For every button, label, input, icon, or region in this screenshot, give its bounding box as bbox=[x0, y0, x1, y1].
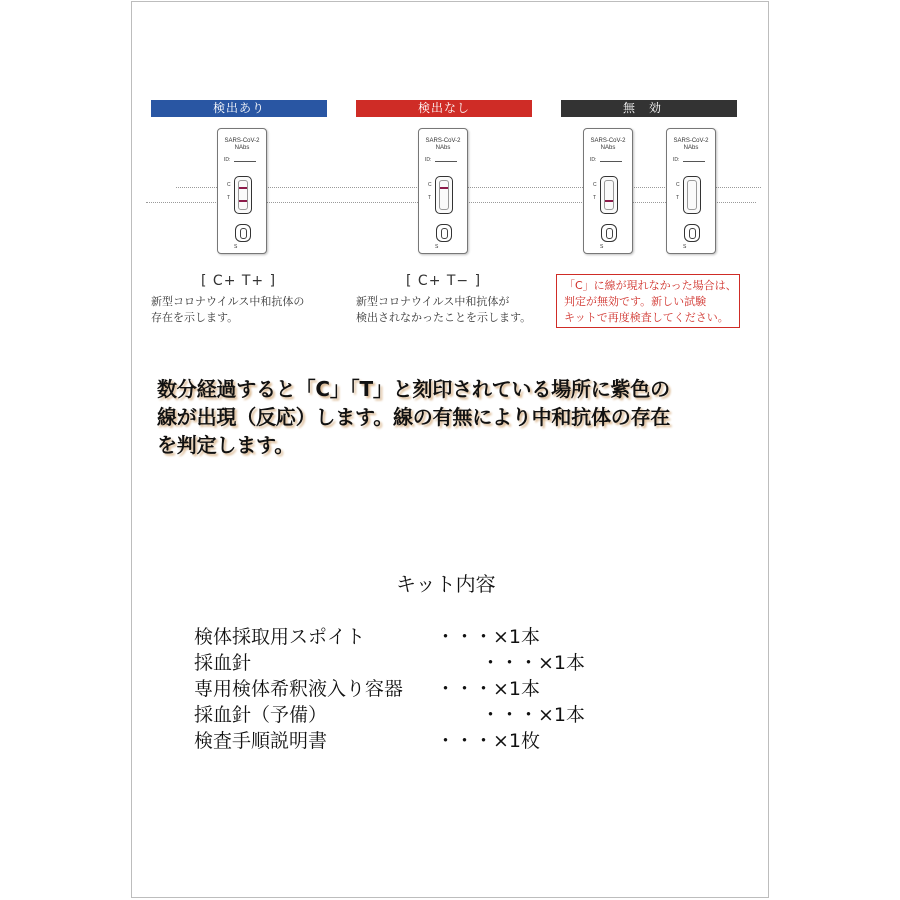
result-code-negative: [ C+ T− ] bbox=[406, 273, 482, 289]
test-band bbox=[239, 200, 247, 202]
result-desc-negative: 新型コロナウイルス中和抗体が 検出されなかったことを示します。 bbox=[356, 295, 532, 324]
card-id-line bbox=[600, 161, 622, 162]
test-card-invalid-none bbox=[666, 128, 716, 254]
kit-item-name: 検査手順説明書 bbox=[194, 730, 328, 752]
test-card-invalid-t-only bbox=[583, 128, 633, 254]
kit-item-name: 採血針 bbox=[194, 652, 252, 674]
card-t-label: T bbox=[428, 195, 432, 201]
header-invalid: 無効 bbox=[561, 100, 737, 117]
sample-well bbox=[436, 224, 452, 242]
card-id-label: ID: bbox=[673, 157, 680, 163]
kit-item-qty: ・・・×1本 bbox=[481, 652, 586, 674]
card-id-line bbox=[234, 161, 256, 162]
card-id-label: ID: bbox=[590, 157, 597, 163]
kit-item-name: 専用検体希釈液入り容器 bbox=[194, 678, 404, 700]
result-window bbox=[600, 176, 618, 214]
sample-well bbox=[684, 224, 700, 242]
control-band bbox=[239, 187, 247, 189]
sample-well bbox=[235, 224, 251, 242]
card-c-label: C bbox=[227, 182, 231, 188]
card-c-label: C bbox=[593, 182, 597, 188]
card-s-label: S bbox=[683, 244, 687, 250]
header-negative: 検出なし bbox=[356, 100, 532, 117]
test-card-positive bbox=[217, 128, 267, 254]
kit-item-name: 採血針（予備） bbox=[194, 704, 328, 726]
invalid-note-box: 「C」に線が現れなかった場合は、 判定が無効です。新しい試験 キットで再度検査してください。 bbox=[556, 274, 740, 328]
kit-item-qty: ・・・×1本 bbox=[436, 678, 541, 700]
control-band bbox=[440, 187, 448, 189]
result-desc-positive: 新型コロナウイルス中和抗体の 存在を示します。 bbox=[151, 295, 305, 324]
card-id-line bbox=[683, 161, 705, 162]
result-window bbox=[234, 176, 252, 214]
kit-item-qty: ・・・×1本 bbox=[481, 704, 586, 726]
result-code-positive: [ C+ T+ ] bbox=[201, 273, 277, 289]
card-id-line bbox=[435, 161, 457, 162]
card-id-label: ID: bbox=[425, 157, 432, 163]
card-c-label: C bbox=[676, 182, 680, 188]
card-s-label: S bbox=[600, 244, 604, 250]
kit-item-qty: ・・・×1枚 bbox=[436, 730, 541, 752]
card-c-label: C bbox=[428, 182, 432, 188]
sample-well bbox=[601, 224, 617, 242]
card-name: SARS-CoV-2 NAbs bbox=[224, 138, 260, 151]
kit-item-name: 検体採取用スポイト bbox=[194, 626, 366, 648]
main-explanation: 数分経過すると「C」「T」と刻印されている場所に紫色の 線が出現（反応）します。線の有無により中和抗体の存在 を判定します。 bbox=[157, 377, 671, 457]
kit-title: キット内容 bbox=[396, 572, 496, 596]
card-name: SARS-CoV-2 NAbs bbox=[590, 138, 626, 151]
card-id-label: ID: bbox=[224, 157, 231, 163]
kit-item-qty: ・・・×1本 bbox=[436, 626, 541, 648]
card-s-label: S bbox=[234, 244, 238, 250]
card-name: SARS-CoV-2 NAbs bbox=[425, 138, 461, 151]
test-band bbox=[605, 200, 613, 202]
card-t-label: T bbox=[227, 195, 231, 201]
card-t-label: T bbox=[593, 195, 597, 201]
card-s-label: S bbox=[435, 244, 439, 250]
test-card-negative bbox=[418, 128, 468, 254]
card-name: SARS-CoV-2 NAbs bbox=[673, 138, 709, 151]
result-window bbox=[683, 176, 701, 214]
result-window bbox=[435, 176, 453, 214]
card-t-label: T bbox=[676, 195, 680, 201]
header-positive: 検出あり bbox=[151, 100, 327, 117]
